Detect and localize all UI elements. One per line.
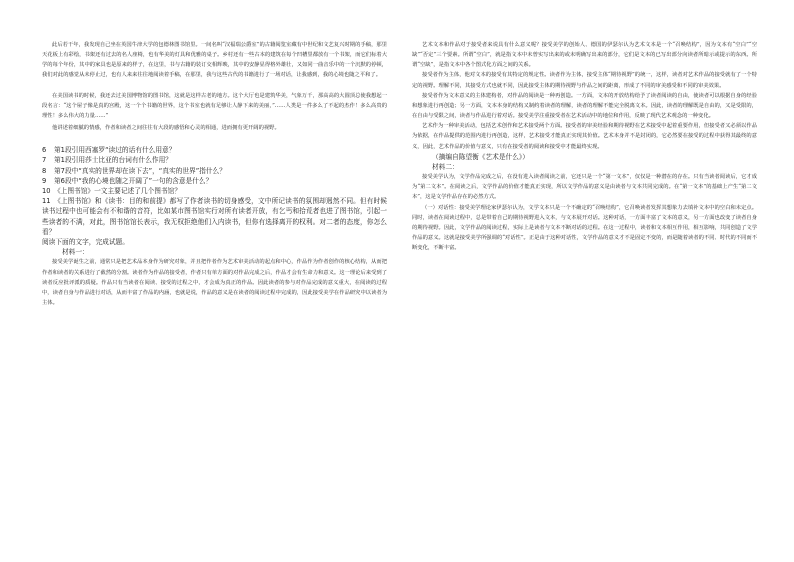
right-paragraph-1: 艺术文本和作品对于接受者来说具有什么意义呢？接受美学的创始人、德国的伊瑟尔认为艺术文本是一个“召唤结构”，因为文本有“空白”“空缺”“否定”三个要素。所谓“空白”，就是指文本中未曾实写出来的或未明确写出来的部分，它们是文本的已写出部分向读者所暗示或提示的东西。所谓“空缺”，是指文本中各个图式化方面之间的关系。 (412, 42, 757, 69)
question-6: 6 第1段引用西塞罗“读过的话有什么用意？ (42, 146, 176, 155)
left-paragraph-2: 在美国读书的时候，我还去过美国博物馆的图书馆，这就是这样古老的地方。这个大厅也是建筑华美，气象万千，那高高的大圆顶总使我想起一段名言：“这个屋子像是真的宫殿，这一个个书籍的世界，这个书室也就有足够让人静下来的美丽，”……人类是一件多么了不起的杰作！多么高贵的理性！多么伟大的力量……” (42, 92, 387, 119)
source-citation: （摘编自陈望衡《艺术是什么》） (432, 152, 529, 161)
material-two-paragraph-1: 接受美学认为，文学作品完成之后，在没有进入读者阅读之前，它还只是一个“第一文本”，仅仅是一种潜在的存在。只有当读者阅读后，它才成为“第二文本”。在阅读之后，文学作品的价值才能真正实现，所以文学作品的意义是由读者与文本共同完成的。在“第一文本”的基础上产生“第二文本”，这是文学作品存在的必然方式。 (412, 174, 757, 201)
material-one-paragraph: 接受美学诞生之前，通常只是把艺术品本身作为研究对象，并且把作者作为艺术审美活动的起点和中心，作品作为作者创作的核心结构，从而把作者和读者的关系进行了截然的分割。读者作为作品的接受者，作者只有单方面的对作品完成之后，作品才会有生命力和意义。这一理论后来受到了读者反应批评派的质疑。作品只有当读者在阅读、接受的过程之中，才会成为真正的作品。因此读者的参与对作品完成的意义重大，在阅读的过程中，读者自身与作品进行对话，从而丰富了作品的内涵，也就是说，作品的意义是在读者的阅读过程中完成的，因此接受美学在作品研究中以读者为主体。 (42, 259, 387, 307)
question-11: 11 《上图书馆》和《读书：目的和前提》都写了作者读书的切身感受，文中所记读书的氛围却迥然不同。但有时候读书过程中也可能会有不和谐的音符，比如某市图书馆实行对所有读者开放，有乞丐和拾荒者也进了图书馆，引起一些读者的不满，对此，图书馆馆长表示，我无权拒绝他们入内读书，但你有选择离开的权利。对二者的态度，你怎么看？ (42, 197, 387, 236)
section-instruction: 阅读下面的文字，完成试题。 (42, 238, 129, 247)
left-column (42, 40, 387, 308)
material-one-label: 材料一： (62, 248, 89, 257)
right-paragraph-2: 接受者作为主体，他对文本的接受有其特定的规定性。读者作为主体，接受主体“期待视野”的统一，这样，读者对艺术作品的接受就有了一个特定的视野。理解不同，其接受方式也就不同，因此接受主体的期待视野与作品之间的距离，形成了不同的审美感受和不同的审美效果。 (412, 72, 757, 89)
question-list (42, 145, 387, 237)
question-9: 9 第6段中“我的心境也随之开阔了”一句的含意是什么？ (42, 176, 213, 185)
left-paragraph-3: 他讲述着细腻的情感，作者和读者之间往往有大段的感悟和心灵的相通，进而拥有更开阔的视野。 (52, 125, 280, 132)
question-7: 7 第1段引用莎士比亚的台词有什么作用？ (42, 156, 172, 165)
question-10: 10 《上图书馆》一文主要记述了几个图书馆？ (42, 187, 182, 196)
left-paragraph-1: 此后若干年，我发现自己坐在英国牛津大学的包德林图书馆里。一间名叫“汉福瑞公爵室”的古籍阅览室藏有中世纪和文艺复兴时期的手稿，那里天花板上有彩绘，书架还有过去的名人座椅，也有华美的灯具和优雅的桌子。乡村还有一些古本的建筑在每个凹槽里都放有一个书架，而它们标着大学的每个年份，其中的家具也是原来的样子，在这里，书与古籍的装订交相辉映，其中的安静显得格外雄壮，又如同一曲音乐中的一个沉默的停顿，我们对此的感觉从未停止过，也有人来来往往地阅读着手稿，在那里，我与这些古代的书籍进行了一场对话，让我感到，我的心境也随之平和了。 (42, 42, 387, 79)
right-column (412, 40, 757, 253)
right-paragraph-3: 接受者作为文本意义的主体建构者，对作品的阅读是一种再创造。一方面，文本的开放结构给予了读者阅读的自由，使读者可以根据自身的经验和想象进行再创造；另一方面，文本本身的结构又制约着读者的理解，读者的理解不能完全脱离文本。因此，读者的理解既是自由的，又是受限的，在自由与受限之间，读者与作品进行着对话。接受美学注重接受者在艺术活动中的地位和作用，反映了现代艺术观念的一种变化。 (412, 92, 757, 120)
material-two-paragraph-2: （一）对话性：接受美学理论家伊瑟尔认为，文学文本只是一个不确定的“召唤结构”，它召唤读者发挥其想象力去填补文本中的空白和未定点。同时，读者在阅读过程中，总是带着自己的期待视野进入文本，与文本展开对话。这种对话，一方面丰富了文本的意义，另一方面也改变了读者自身的期待视野。因此，文学作品的阅读过程，实际上是读者与文本不断对话的过程。在这一过程中，读者和文本相互作用，相互影响，共同创造了文学作品的意义。这就是接受美学所强调的“对话性”。正是由于这种对话性，文学作品的意义才不是固定不变的，而是随着读者的不同、时代的不同而不断变化，不断丰富。 (412, 204, 757, 252)
material-two-label: 材料二： (432, 162, 459, 171)
question-8: 8 第7段中“真实的世界却在读下去”，“真实的世界”指什么？ (42, 166, 226, 175)
right-paragraph-4: 艺术作为一种审美活动，包括艺术创作和艺术接受两个方面。接受者的审美经验和期待视野在艺术接受中起着重要作用，但接受者又必须以作品为依据，在作品提供的范围内进行再创造，这样，艺术接受才能真正实现其价值。艺术本身并不是封闭的，它必然要在接受的过程中获得其最终的意义，因此，艺术作品的价值与意义，只有在接受者的阅读和接受中才能最终实现。 (412, 123, 757, 150)
